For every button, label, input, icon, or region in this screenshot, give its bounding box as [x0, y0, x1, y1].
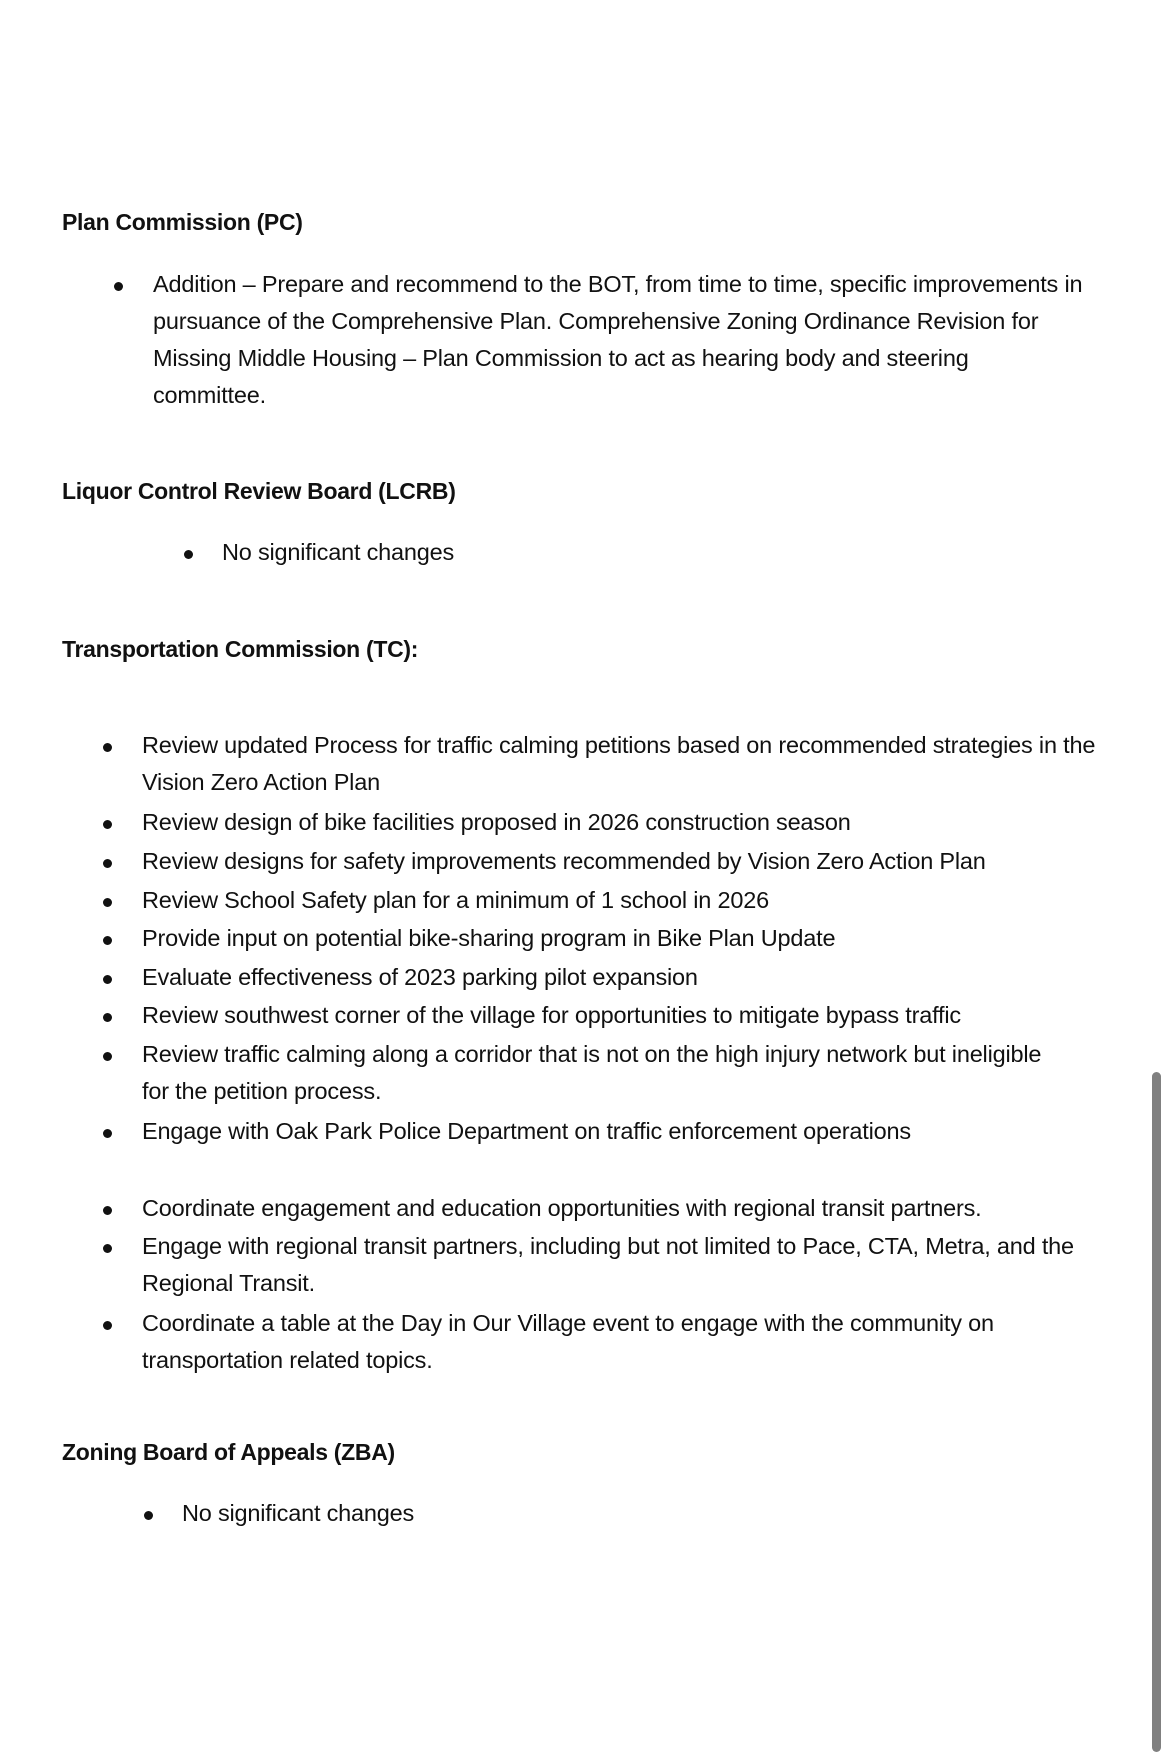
list-item: Provide input on potential bike-sharing program in Bike Plan Update	[142, 925, 836, 951]
list-item: No significant changes	[182, 1500, 415, 1526]
list-item: Review designs for safety improvements recommended by Vision Zero Action Plan	[142, 848, 986, 874]
bullet-icon	[103, 898, 112, 907]
bullet-icon	[103, 859, 112, 868]
list-item: Review design of bike facilities proposed in 2026 construction season	[142, 809, 851, 835]
list-item: No significant changes	[222, 539, 455, 565]
list-item: Review traffic calming along a corridor that is not on the high injury network but ineligible for the petition process.	[142, 1041, 1042, 1104]
bullet-icon	[103, 1052, 112, 1061]
section-heading-zba: Zoning Board of Appeals (ZBA)	[62, 1439, 395, 1465]
bullet-icon	[103, 1321, 112, 1330]
bullet-icon	[103, 1129, 112, 1138]
list-item: Addition – Prepare and recommend to the BOT, from time to time, specific improvements in pursuance of the Comprehensive Plan. Comprehensive Zoning Ordinance Revision for Missing Middle Housing – Plan Commission to act as hearing body and steering committee.	[153, 271, 1083, 408]
bullet-icon	[184, 550, 193, 559]
bullet-icon	[114, 282, 123, 291]
bullet-icon	[103, 936, 112, 945]
bullet-icon	[103, 1244, 112, 1253]
scrollbar-thumb[interactable]	[1152, 1072, 1161, 1752]
list-item: Engage with Oak Park Police Department on traffic enforcement operations	[142, 1118, 911, 1144]
list-item: Engage with regional transit partners, including but not limited to Pace, CTA, Metra, and the Regional Transit.	[142, 1233, 1074, 1296]
bullet-icon	[103, 820, 112, 829]
list-item: Coordinate a table at the Day in Our Village event to engage with the community on transportation related topics.	[142, 1310, 994, 1373]
list-item: Review southwest corner of the village for opportunities to mitigate bypass traffic	[142, 1002, 961, 1028]
bullet-icon	[103, 1206, 112, 1215]
bullet-icon	[103, 1013, 112, 1022]
bullet-icon	[144, 1511, 153, 1520]
section-heading-transportation-commission: Transportation Commission (TC):	[62, 636, 419, 662]
section-heading-lcrb: Liquor Control Review Board (LCRB)	[62, 478, 456, 504]
list-item: Evaluate effectiveness of 2023 parking pilot expansion	[142, 964, 698, 990]
bullet-icon	[103, 975, 112, 984]
bullet-icon	[103, 743, 112, 752]
list-item: Coordinate engagement and education opportunities with regional transit partners.	[142, 1195, 982, 1221]
list-item: Review updated Process for traffic calming petitions based on recommended strategies in the Vision Zero Action Plan	[142, 732, 1096, 795]
section-heading-plan-commission: Plan Commission (PC)	[62, 209, 303, 235]
list-item: Review School Safety plan for a minimum of 1 school in 2026	[142, 887, 769, 913]
